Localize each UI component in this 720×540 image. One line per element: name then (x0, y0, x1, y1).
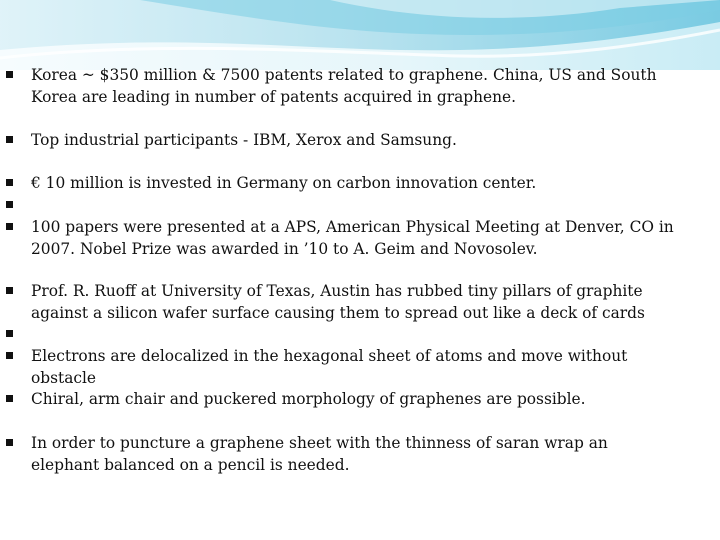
bullet-marker (6, 179, 13, 186)
bullet-text: Chiral, arm chair and puckered morphology of graphenes are possible. (31, 390, 586, 408)
bullet-item (6, 64, 706, 108)
bullet-item (6, 129, 706, 151)
bullet-marker (6, 395, 13, 402)
bullet-text: Korea ~ $350 million & 7500 patents related to graphene. China, US and South Korea are leading in number of patents acquired in graphene. (31, 66, 657, 106)
bullet-marker (6, 352, 13, 359)
bullet-marker (6, 223, 13, 230)
bullet-marker (6, 439, 13, 446)
bullet-text: Electrons are delocalized in the hexagonal sheet of atoms and move without obstacle (31, 347, 628, 387)
bullet-item (6, 388, 706, 410)
bullet-item (6, 345, 706, 389)
bullet-text: Prof. R. Ruoff at University of Texas, Austin has rubbed tiny pillars of graphite against a silicon wafer surface causing them to spread out like a deck of cards (31, 282, 645, 322)
bullet-text: € 10 million is invested in Germany on carbon innovation center. (31, 174, 537, 192)
bullet-marker (6, 71, 13, 78)
bullet-marker (6, 136, 13, 143)
bullet-item (6, 280, 706, 324)
bullet-item (6, 172, 706, 194)
bullet-item (6, 194, 706, 216)
bullet-text: In order to puncture a graphene sheet with the thinness of saran wrap an elephant balanced on a pencil is needed. (31, 434, 608, 474)
bullet-marker (6, 330, 13, 337)
bullet-item (6, 323, 706, 345)
bullet-item (6, 216, 706, 260)
bullet-item (6, 432, 706, 476)
bullet-marker (6, 287, 13, 294)
bullet-marker (6, 201, 13, 208)
bullet-text: Top industrial participants - IBM, Xerox and Samsung. (31, 131, 457, 149)
bullet-text: 100 papers were presented at a APS, American Physical Meeting at Denver, CO in 2007. Nobel Prize was awarded in ’10 to A. Geim and Novosolev. (31, 218, 674, 258)
